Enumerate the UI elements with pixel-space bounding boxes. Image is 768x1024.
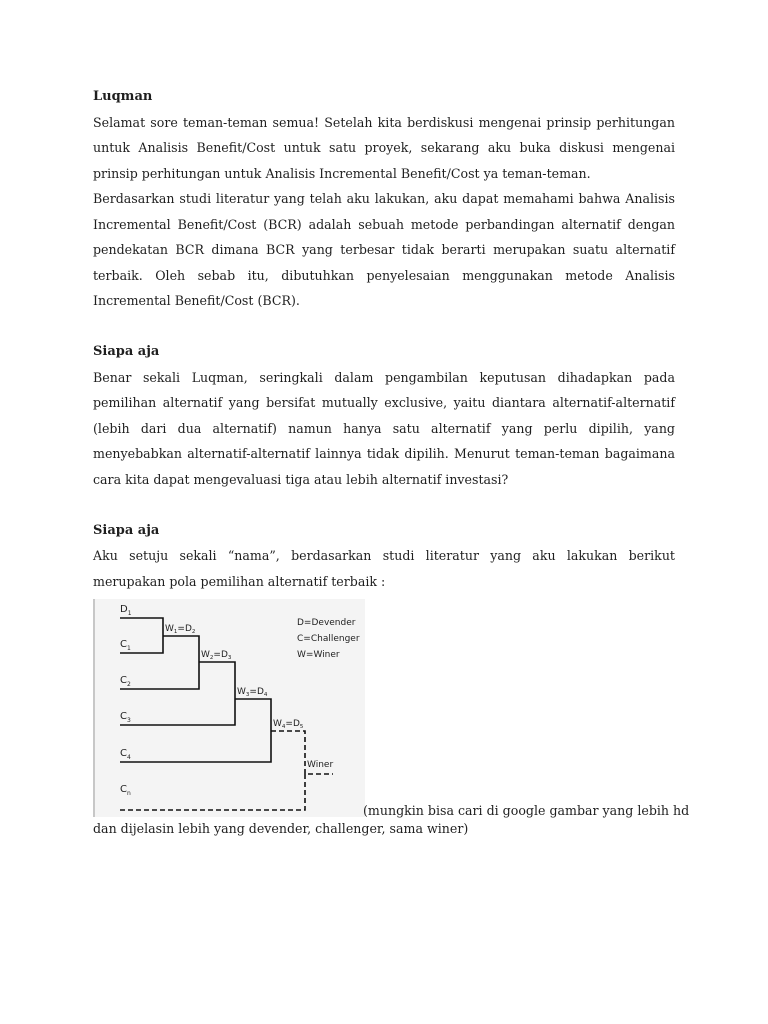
- author-name: Siapa aja: [93, 344, 160, 359]
- row-label: $C_1$: [120, 639, 131, 652]
- figure-row: [93, 594, 690, 818]
- winner-label: Winer: [307, 760, 334, 770]
- document-page: [93, 84, 690, 842]
- node-label: $W_1=D_2$: [165, 624, 196, 635]
- post-paragraph: Benar sekali Luqman, seringkali dalam pengambilan keputusan dihadapkan pada pemilihan alternatif yang bersifat mutually exclusive, yaitu diantara alternatif-alternatif (lebih dari dua alternatif) namun hanya satu alternatif yang perlu dipilih, yang menyebabkan alternatif-alternatif lainnya tidak dipilih. Menurut teman-teman bagaimana cara kita dapat mengevaluasi tiga atau lebih alternatif investasi?: [93, 369, 675, 487]
- selection-diagram: [93, 599, 365, 817]
- spacer: [93, 492, 675, 518]
- spacer: [93, 314, 675, 340]
- row-label: $C_2$: [120, 675, 131, 688]
- row-label: $C_4$: [120, 748, 131, 761]
- legend-item: W=Winer: [297, 650, 340, 660]
- author-name: Siapa aja: [93, 522, 160, 538]
- row-label: $C_n$: [120, 784, 131, 797]
- row-label: $C_3$: [120, 711, 131, 724]
- node-label: $W_3=D_4$: [237, 687, 268, 698]
- figure-caption: (mungkin bisa cari di google gambar yang lebih hd: [363, 803, 690, 818]
- row-label: $D_1$: [120, 604, 132, 617]
- post-paragraph: Berdasarkan studi literatur yang telah aku lakukan, aku dapat memahami bahwa Analisis Incremental Benefit/Cost (BCR) adalah sebuah metode perbandingan alternatif dengan pendekatan BCR dimana BCR yang terbesar tidak berarti merupakan suatu alternatif terbaik. Oleh sebab itu, dibutuhkan penyelesaian menggunakan metode Analisis Incremental Benefit/Cost (BCR).: [93, 191, 675, 308]
- author-name: Luqman: [93, 89, 153, 104]
- node-label: $W_4=D_5$: [273, 719, 304, 730]
- post-paragraph: Selamat sore teman-teman semua! Setelah kita berdiskusi mengenai prinsip perhitungan untuk Analisis Benefit/Cost untuk satu proyek, sekarang aku buka diskusi mengenai prinsip perhitungan untuk Analisis Incremental Benefit/Cost ya teman-teman.: [93, 114, 675, 181]
- legend-item: C=Challenger: [297, 634, 360, 644]
- legend-item: D=Devender: [297, 618, 356, 628]
- post-paragraph: Aku setuju sekali “nama”, berdasarkan studi literatur yang aku lakukan berikut merupakan pola pemilihan alternatif terbaik :: [93, 548, 675, 589]
- figure-caption-continued: dan dijelasin lebih yang devender, challenger, sama winer): [93, 821, 469, 836]
- node-label: $W_2=D_3$: [201, 650, 232, 661]
